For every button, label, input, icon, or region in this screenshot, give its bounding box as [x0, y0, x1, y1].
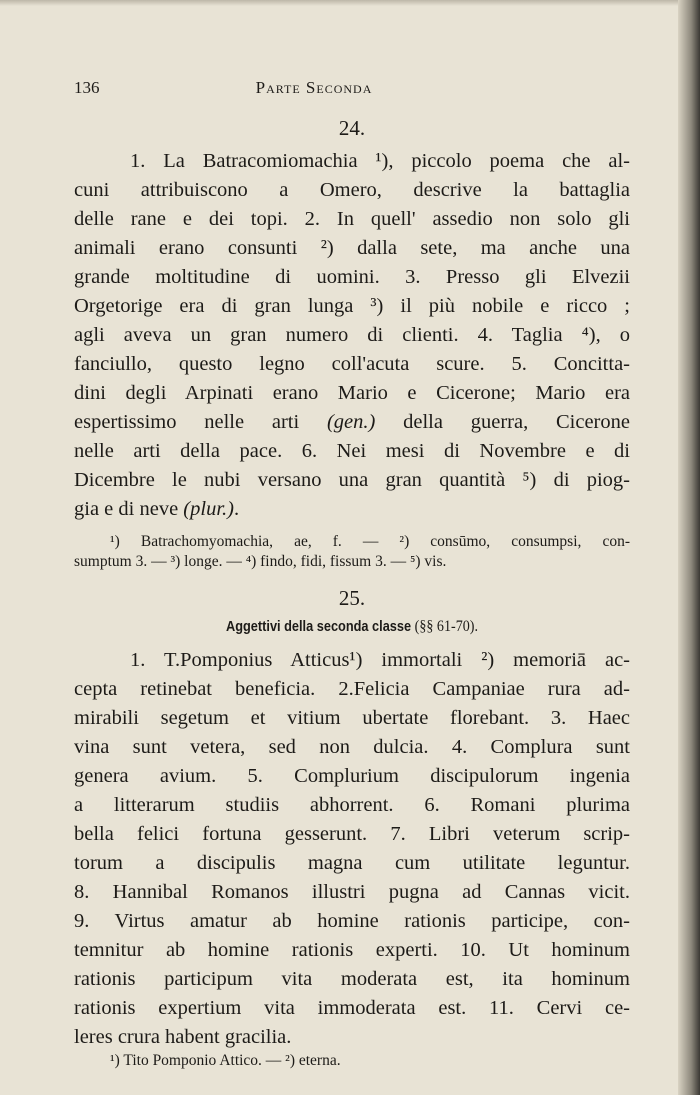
text-line — [74, 995, 630, 1021]
text-segment: della guerra, Cicerone — [375, 411, 630, 433]
text-segment: agli aveva un gran numero di clienti. 4. Taglia ⁴), o — [74, 324, 630, 346]
text-line — [74, 705, 630, 731]
text-line — [130, 647, 630, 673]
text-line — [74, 293, 630, 319]
exercise-number-24: 24. — [338, 116, 366, 140]
text-segment: delle rane e dei topi. 2. In quell' assedio non solo gli — [74, 208, 630, 230]
text-line — [74, 908, 630, 934]
text-line — [74, 676, 630, 702]
text-segment: rationis participum vita moderata est, ita hominum — [74, 968, 630, 990]
text-segment: a litterarum studiis abhorrent. 6. Romani plurima — [74, 794, 630, 816]
italic-text: (gen.) — [326, 411, 376, 433]
running-header — [74, 78, 630, 100]
text-line — [74, 879, 630, 905]
exercise-number-25: 25. — [338, 586, 366, 610]
footnote-line: sumptum 3. — ³) longe. — ⁴) findo, fidi, fissum 3. — ⁵) vis. — [74, 553, 447, 570]
text-segment: fanciullo, questo legno coll'acuta scure. 5. Concitta- — [74, 353, 630, 375]
text-line — [74, 264, 630, 290]
text-line — [74, 438, 630, 464]
text-line — [74, 496, 630, 522]
text-segment: genera avium. 5. Complurium discipulorum ingenia — [74, 765, 630, 787]
text-line — [74, 206, 630, 232]
text-segment: leres crura habent gracilia. — [74, 1026, 292, 1048]
running-title: Parte Seconda — [255, 78, 373, 97]
text-line — [74, 467, 630, 493]
text-line — [74, 409, 630, 435]
text-segment: 8. Hannibal Romanos illustri pugna ad Cannas vicit. — [74, 881, 630, 903]
text-segment: espertissimo nelle arti — [74, 411, 327, 433]
text-line — [74, 734, 630, 760]
text-line — [74, 850, 630, 876]
text-line — [74, 966, 630, 992]
text-segment: Dicembre le nubi versano una gran quantità ⁵) di piog- — [74, 469, 630, 491]
footnote-line: ¹) Tito Pomponio Attico. — ²) eterna. — [110, 1052, 341, 1069]
page-top-edge — [0, 0, 700, 6]
footnote-line: ¹) Batrachomyomachia, ae, f. — ²) consūmo, consumpsi, con- — [110, 533, 630, 550]
text-segment: animali erano consunti ²) dalla sete, ma anche una — [74, 237, 630, 259]
text-segment: gia e di neve — [74, 498, 184, 520]
text-line — [74, 351, 630, 377]
page-binding-shadow — [678, 0, 700, 1095]
subtitle-reference: (§§ 61-70). — [414, 618, 478, 635]
text-segment: 1. T.Pomponius Atticus¹) immortali ²) memoriā ac- — [130, 649, 630, 671]
text-line — [130, 148, 630, 174]
text-segment: 9. Virtus amatur ab homine rationis participe, con- — [74, 910, 630, 932]
text-line — [74, 792, 630, 818]
text-segment: . — [233, 498, 240, 520]
text-line — [74, 322, 630, 348]
text-line — [74, 235, 630, 261]
text-line — [74, 177, 630, 203]
text-segment: bella felici fortuna gesserunt. 7. Libri veterum scrip- — [74, 823, 630, 845]
text-segment: torum a discipulis magna cum utilitate leguntur. — [74, 852, 630, 874]
exercise-25-subtitle — [107, 618, 596, 636]
text-segment: vina sunt vetera, sed non dulcia. 4. Complura sunt — [74, 736, 630, 758]
text-segment: cuni attribuiscono a Omero, descrive la battaglia — [74, 179, 630, 201]
text-segment: grande moltitudine di uomini. 3. Presso gli Elvezii — [74, 266, 630, 288]
text-segment: 1. La Batracomiomachia ¹), piccolo poema che al- — [130, 150, 630, 172]
text-segment: Orgetorige era di gran lunga ³) il più nobile e ricco ; — [74, 295, 630, 317]
text-line — [74, 821, 630, 847]
text-line — [74, 763, 630, 789]
text-line — [74, 1024, 630, 1050]
text-segment: dini degli Arpinati erano Mario e Cicerone; Mario era — [74, 382, 630, 404]
text-line — [74, 380, 630, 406]
text-segment: mirabili segetum et vitium ubertate florebant. 3. Haec — [74, 707, 630, 729]
text-segment: nelle arti della pace. 6. Nei mesi di Novembre e di — [74, 440, 630, 462]
text-segment: temnitur ab homine rationis experti. 10. Ut hominum — [74, 939, 630, 961]
text-segment: rationis expertium vita immoderata est. 11. Cervi ce- — [74, 997, 630, 1019]
subtitle-text: Aggettivi della seconda classe — [225, 619, 412, 635]
page-number: 136 — [74, 78, 100, 97]
text-segment: cepta retinebat beneficia. 2.Felicia Campaniae rura ad- — [74, 678, 630, 700]
text-line — [74, 937, 630, 963]
italic-text: (plur.) — [183, 498, 234, 520]
